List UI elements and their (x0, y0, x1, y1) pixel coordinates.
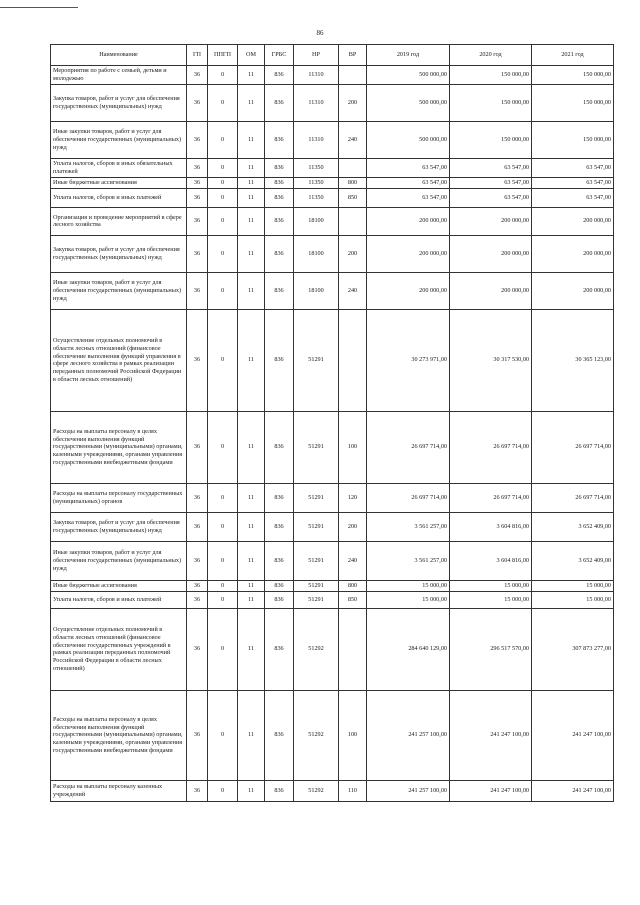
cell-2019: 3 561 257,00 (367, 512, 450, 541)
budget-table (50, 44, 614, 802)
cell-ppgp: 0 (208, 66, 238, 85)
cell-om: 11 (238, 591, 265, 608)
table-row (51, 188, 614, 207)
cell-2020: 63 547,00 (450, 159, 532, 178)
cell-2019: 3 561 257,00 (367, 541, 450, 580)
cell-nr: 11350 (294, 188, 339, 207)
cell-nr: 51291 (294, 411, 339, 483)
cell-nr: 51291 (294, 541, 339, 580)
cell-gp: 36 (187, 608, 208, 690)
cell-vr: 100 (339, 411, 367, 483)
cell-nr: 11310 (294, 85, 339, 122)
table-row (51, 512, 614, 541)
cell-2020: 241 247 100,00 (450, 780, 532, 801)
cell-vr: 240 (339, 541, 367, 580)
cell-name: Закупка товаров, работ и услуг для обеспечения государственных (муниципальных) нужд (51, 512, 187, 541)
table-row (51, 591, 614, 608)
cell-om: 11 (238, 66, 265, 85)
cell-2021: 15 000,00 (532, 580, 614, 591)
page-number: 86 (316, 29, 324, 37)
cell-nr: 11310 (294, 122, 339, 159)
cell-gp: 36 (187, 66, 208, 85)
cell-2019: 63 547,00 (367, 159, 450, 178)
header-name: Наименование (51, 45, 187, 66)
cell-gp: 36 (187, 512, 208, 541)
cell-name: Расходы на выплаты персоналу в целях обеспечения выполнения функций государственными (муниципальными) органами, казенными учреждениями, органами управления государственными внебюджетными фондами (51, 411, 187, 483)
cell-name: Иные бюджетные ассигнования (51, 580, 187, 591)
cell-name: Уплата налогов, сборов и иных платежей (51, 591, 187, 608)
cell-2021: 63 547,00 (532, 159, 614, 178)
cell-om: 11 (238, 512, 265, 541)
table-row (51, 580, 614, 591)
cell-vr: 800 (339, 178, 367, 189)
cell-2020: 26 697 714,00 (450, 483, 532, 512)
cell-ppgp: 0 (208, 309, 238, 411)
cell-2021: 63 547,00 (532, 188, 614, 207)
cell-nr: 51292 (294, 608, 339, 690)
cell-gp: 36 (187, 580, 208, 591)
cell-gp: 36 (187, 591, 208, 608)
cell-2020: 150 000,00 (450, 122, 532, 159)
cell-vr: 120 (339, 483, 367, 512)
cell-2019: 200 000,00 (367, 207, 450, 235)
cell-name: Иные закупки товаров, работ и услуг для обеспечения государственных (муниципальных) нужд (51, 122, 187, 159)
cell-om: 11 (238, 580, 265, 591)
cell-grbs: 836 (265, 159, 294, 178)
cell-vr (339, 608, 367, 690)
cell-grbs: 836 (265, 512, 294, 541)
header-ppgp: ППГП (208, 45, 238, 66)
cell-grbs: 836 (265, 207, 294, 235)
cell-2019: 241 257 100,00 (367, 690, 450, 780)
cell-2021: 150 000,00 (532, 122, 614, 159)
cell-name: Осуществление отдельных полномочий в области лесных отношений (финансовое обеспечение выполнения функций управления в сфере лесного хозяйства в рамках реализации переданных полномочий Российской Федерации в области лесных отношений) (51, 309, 187, 411)
table-row (51, 122, 614, 159)
cell-vr: 100 (339, 690, 367, 780)
cell-gp: 36 (187, 178, 208, 189)
header-vr: ВР (339, 45, 367, 66)
cell-ppgp: 0 (208, 483, 238, 512)
cell-nr: 51291 (294, 309, 339, 411)
top-rule (0, 7, 78, 8)
cell-2019: 30 273 971,00 (367, 309, 450, 411)
cell-name: Иные закупки товаров, работ и услуг для обеспечения государственных (муниципальных) нужд (51, 272, 187, 309)
cell-nr: 18100 (294, 272, 339, 309)
cell-ppgp: 0 (208, 580, 238, 591)
cell-grbs: 836 (265, 591, 294, 608)
cell-ppgp: 0 (208, 411, 238, 483)
table-row (51, 235, 614, 272)
table-row (51, 780, 614, 801)
cell-grbs: 836 (265, 690, 294, 780)
cell-ppgp: 0 (208, 272, 238, 309)
table-row (51, 309, 614, 411)
cell-ppgp: 0 (208, 178, 238, 189)
cell-2021: 26 697 714,00 (532, 411, 614, 483)
cell-om: 11 (238, 188, 265, 207)
cell-ppgp: 0 (208, 512, 238, 541)
cell-grbs: 836 (265, 309, 294, 411)
cell-nr: 51291 (294, 591, 339, 608)
cell-om: 11 (238, 178, 265, 189)
budget-table-body (51, 66, 614, 802)
cell-grbs: 836 (265, 541, 294, 580)
cell-2021: 63 547,00 (532, 178, 614, 189)
cell-om: 11 (238, 608, 265, 690)
table-row (51, 608, 614, 690)
cell-nr: 51291 (294, 483, 339, 512)
cell-nr: 11350 (294, 159, 339, 178)
table-row (51, 66, 614, 85)
cell-2021: 200 000,00 (532, 235, 614, 272)
table-row (51, 690, 614, 780)
cell-2019: 500 000,00 (367, 66, 450, 85)
cell-vr: 110 (339, 780, 367, 801)
cell-gp: 36 (187, 188, 208, 207)
cell-2020: 296 517 570,00 (450, 608, 532, 690)
cell-grbs: 836 (265, 780, 294, 801)
cell-om: 11 (238, 122, 265, 159)
cell-ppgp: 0 (208, 188, 238, 207)
cell-2021: 200 000,00 (532, 272, 614, 309)
cell-2019: 26 697 714,00 (367, 411, 450, 483)
cell-om: 11 (238, 309, 265, 411)
cell-gp: 36 (187, 541, 208, 580)
cell-ppgp: 0 (208, 780, 238, 801)
cell-om: 11 (238, 272, 265, 309)
cell-gp: 36 (187, 207, 208, 235)
cell-2019: 284 640 129,00 (367, 608, 450, 690)
cell-gp: 36 (187, 411, 208, 483)
cell-2019: 63 547,00 (367, 178, 450, 189)
cell-name: Иные бюджетные ассигнования (51, 178, 187, 189)
cell-2020: 26 697 714,00 (450, 411, 532, 483)
cell-name: Расходы на выплаты персоналу в целях обеспечения выполнения функций государственными (муниципальными) органами, казенными учреждениями, органами управления государственными внебюджетными фондами (51, 690, 187, 780)
cell-2021: 307 873 277,00 (532, 608, 614, 690)
table-row (51, 178, 614, 189)
cell-vr (339, 309, 367, 411)
header-2021: 2021 год (532, 45, 614, 66)
cell-grbs: 836 (265, 122, 294, 159)
cell-name: Организация и проведение мероприятий в сфере лесного хозяйства (51, 207, 187, 235)
cell-2020: 3 604 816,00 (450, 541, 532, 580)
cell-grbs: 836 (265, 85, 294, 122)
cell-2019: 241 257 100,00 (367, 780, 450, 801)
cell-grbs: 836 (265, 188, 294, 207)
cell-gp: 36 (187, 483, 208, 512)
cell-nr: 51291 (294, 580, 339, 591)
cell-name: Закупка товаров, работ и услуг для обеспечения государственных (муниципальных) нужд (51, 85, 187, 122)
table-row (51, 272, 614, 309)
cell-2020: 63 547,00 (450, 178, 532, 189)
cell-vr: 240 (339, 272, 367, 309)
cell-name: Мероприятия по работе с семьей, детьми и молодежью (51, 66, 187, 85)
cell-nr: 11310 (294, 66, 339, 85)
cell-2020: 15 000,00 (450, 580, 532, 591)
cell-ppgp: 0 (208, 159, 238, 178)
cell-grbs: 836 (265, 411, 294, 483)
cell-vr (339, 207, 367, 235)
cell-vr: 200 (339, 235, 367, 272)
cell-om: 11 (238, 483, 265, 512)
cell-ppgp: 0 (208, 207, 238, 235)
header-nr: НР (294, 45, 339, 66)
cell-grbs: 836 (265, 66, 294, 85)
cell-om: 11 (238, 541, 265, 580)
cell-2020: 3 604 816,00 (450, 512, 532, 541)
cell-2021: 3 652 409,00 (532, 541, 614, 580)
cell-om: 11 (238, 690, 265, 780)
table-row (51, 483, 614, 512)
cell-ppgp: 0 (208, 541, 238, 580)
cell-om: 11 (238, 235, 265, 272)
cell-2019: 63 547,00 (367, 188, 450, 207)
cell-2021: 3 652 409,00 (532, 512, 614, 541)
table-header-row (51, 45, 614, 66)
cell-name: Закупка товаров, работ и услуг для обеспечения государственных (муниципальных) нужд (51, 235, 187, 272)
cell-gp: 36 (187, 159, 208, 178)
cell-om: 11 (238, 207, 265, 235)
cell-vr: 200 (339, 85, 367, 122)
cell-name: Расходы на выплаты персоналу государственных (муниципальных) органов (51, 483, 187, 512)
cell-gp: 36 (187, 85, 208, 122)
cell-vr: 800 (339, 580, 367, 591)
table-row (51, 159, 614, 178)
cell-vr: 850 (339, 591, 367, 608)
cell-nr: 11350 (294, 178, 339, 189)
cell-2020: 150 000,00 (450, 66, 532, 85)
cell-gp: 36 (187, 122, 208, 159)
cell-grbs: 836 (265, 483, 294, 512)
cell-gp: 36 (187, 780, 208, 801)
cell-gp: 36 (187, 690, 208, 780)
cell-2021: 150 000,00 (532, 66, 614, 85)
cell-gp: 36 (187, 272, 208, 309)
cell-vr: 850 (339, 188, 367, 207)
header-2019: 2019 год (367, 45, 450, 66)
cell-ppgp: 0 (208, 85, 238, 122)
cell-2019: 26 697 714,00 (367, 483, 450, 512)
cell-name: Иные закупки товаров, работ и услуг для обеспечения государственных (муниципальных) нужд (51, 541, 187, 580)
cell-2019: 15 000,00 (367, 591, 450, 608)
cell-vr (339, 159, 367, 178)
cell-2021: 241 247 100,00 (532, 690, 614, 780)
cell-ppgp: 0 (208, 122, 238, 159)
cell-grbs: 836 (265, 178, 294, 189)
cell-nr: 51291 (294, 512, 339, 541)
header-2020: 2020 год (450, 45, 532, 66)
cell-om: 11 (238, 159, 265, 178)
cell-nr: 51292 (294, 780, 339, 801)
cell-2021: 30 365 123,00 (532, 309, 614, 411)
cell-2021: 26 697 714,00 (532, 483, 614, 512)
cell-2020: 200 000,00 (450, 207, 532, 235)
cell-2020: 200 000,00 (450, 235, 532, 272)
cell-om: 11 (238, 780, 265, 801)
cell-gp: 36 (187, 235, 208, 272)
cell-nr: 18100 (294, 207, 339, 235)
cell-name: Уплата налогов, сборов и иных обязательных платежей (51, 159, 187, 178)
table-row (51, 85, 614, 122)
table-row (51, 411, 614, 483)
cell-2020: 241 247 100,00 (450, 690, 532, 780)
header-om: ОМ (238, 45, 265, 66)
cell-om: 11 (238, 411, 265, 483)
cell-2021: 200 000,00 (532, 207, 614, 235)
table-row (51, 541, 614, 580)
cell-nr: 51292 (294, 690, 339, 780)
cell-vr: 240 (339, 122, 367, 159)
table-row (51, 207, 614, 235)
cell-grbs: 836 (265, 272, 294, 309)
cell-grbs: 836 (265, 608, 294, 690)
cell-2021: 150 000,00 (532, 85, 614, 122)
cell-2021: 241 247 100,00 (532, 780, 614, 801)
cell-om: 11 (238, 85, 265, 122)
cell-grbs: 836 (265, 235, 294, 272)
cell-name: Осуществление отдельных полномочий в области лесных отношений (финансовое обеспечение государственных учреждений в рамках реализации переданных полномочий Российской Федерации в области лесных отношений) (51, 608, 187, 690)
cell-2020: 63 547,00 (450, 188, 532, 207)
cell-ppgp: 0 (208, 690, 238, 780)
cell-name: Расходы на выплаты персоналу казенных учреждений (51, 780, 187, 801)
cell-2020: 150 000,00 (450, 85, 532, 122)
cell-2019: 15 000,00 (367, 580, 450, 591)
cell-2020: 30 317 530,00 (450, 309, 532, 411)
header-grbs: ГРБС (265, 45, 294, 66)
cell-ppgp: 0 (208, 235, 238, 272)
header-gp: ГП (187, 45, 208, 66)
cell-ppgp: 0 (208, 591, 238, 608)
cell-name: Уплата налогов, сборов и иных платежей (51, 188, 187, 207)
cell-nr: 18100 (294, 235, 339, 272)
cell-gp: 36 (187, 309, 208, 411)
cell-grbs: 836 (265, 580, 294, 591)
cell-ppgp: 0 (208, 608, 238, 690)
cell-vr: 200 (339, 512, 367, 541)
cell-2019: 500 000,00 (367, 122, 450, 159)
cell-vr (339, 66, 367, 85)
cell-2021: 15 000,00 (532, 591, 614, 608)
cell-2019: 500 000,00 (367, 85, 450, 122)
cell-2019: 200 000,00 (367, 235, 450, 272)
cell-2019: 200 000,00 (367, 272, 450, 309)
cell-2020: 200 000,00 (450, 272, 532, 309)
cell-2020: 15 000,00 (450, 591, 532, 608)
